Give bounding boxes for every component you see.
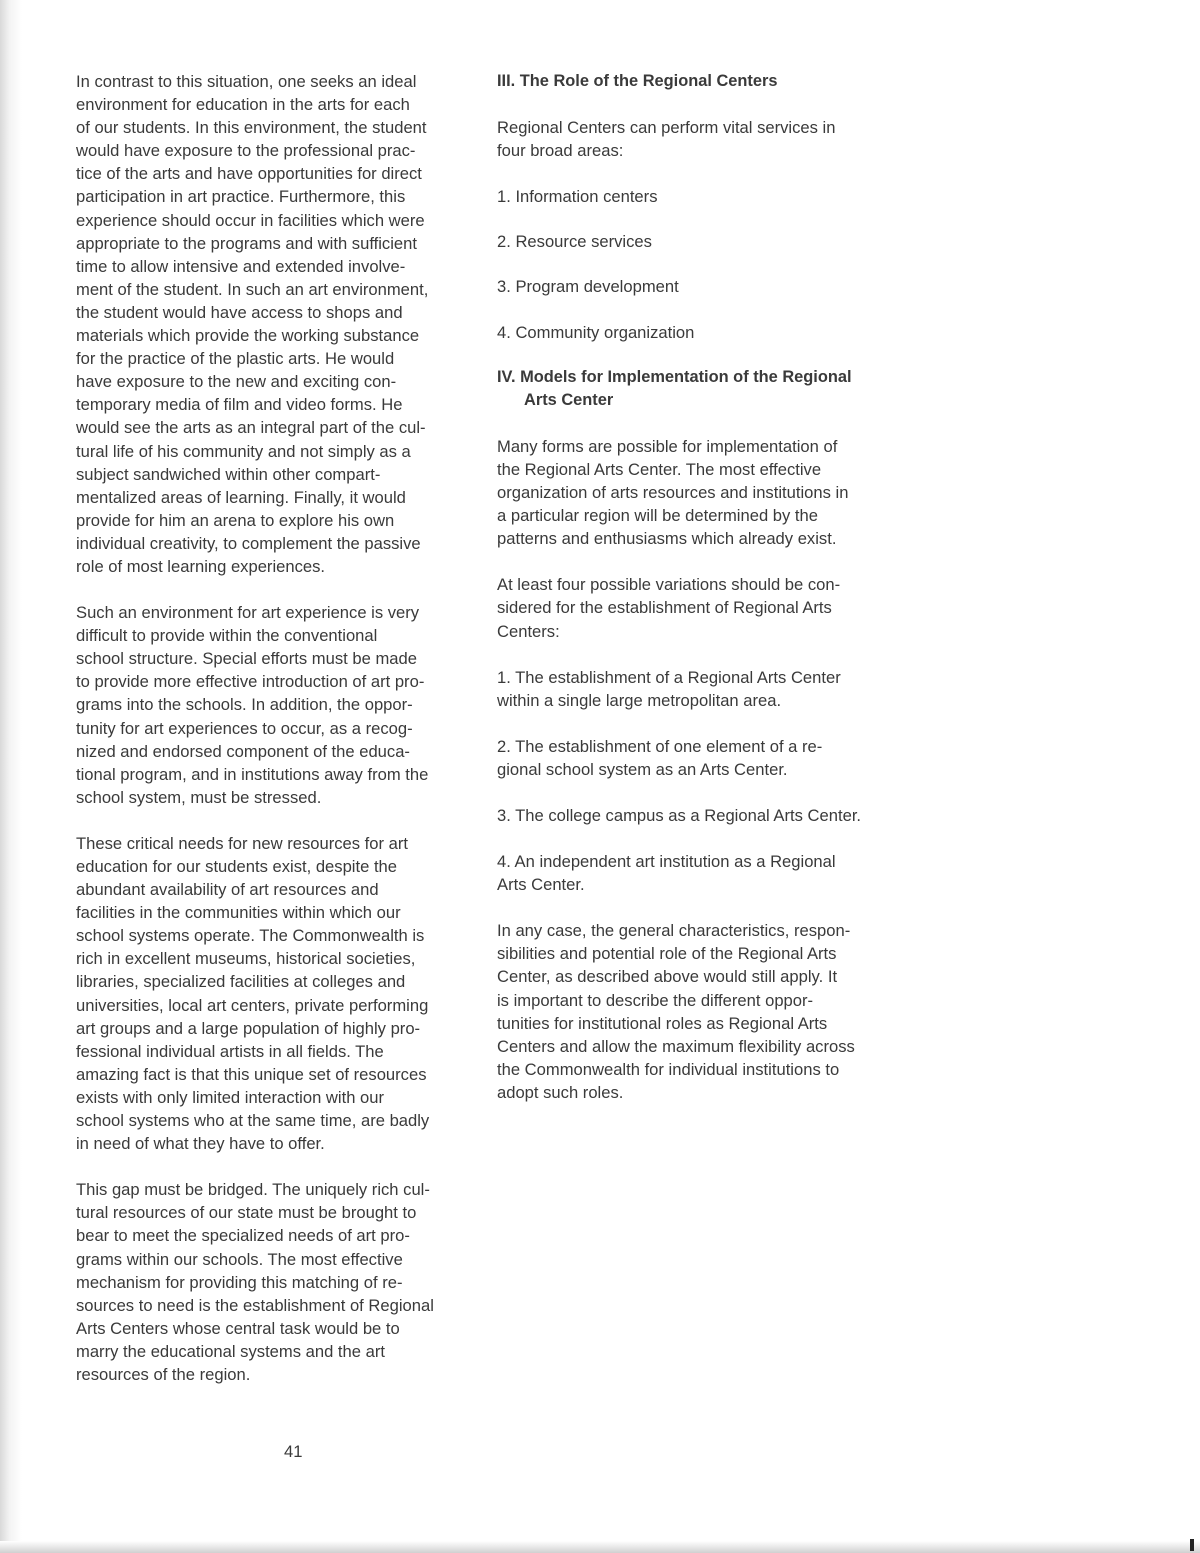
text-line: sidered for the establishment of Regional Arts — [497, 598, 832, 618]
text-line: resources of the region. — [76, 1364, 251, 1384]
text-line: would have exposure to the professional prac- — [76, 141, 416, 161]
intro-text — [497, 116, 907, 162]
list-item: 3. Program development — [497, 277, 679, 297]
text-line: materials which provide the working substance — [76, 326, 420, 346]
text-line: school systems operate. The Commonwealth is — [76, 926, 425, 946]
text-line: marry the educational systems and the art — [76, 1341, 385, 1361]
text-line: individual creativity, to complement the passive — [76, 533, 421, 553]
text-line: school system, must be stressed. — [76, 787, 322, 807]
section-3-list — [497, 185, 907, 365]
text-line: school systems who at the same time, are badly — [76, 1111, 430, 1131]
page-number: 41 — [284, 1442, 303, 1461]
text-line: organization of arts resources and institutions in — [497, 483, 849, 503]
text-line: the Regional Arts Center. The most effective — [497, 459, 822, 479]
section-3-heading: III. The Role of the Regional Centers — [497, 72, 778, 90]
text-line: mechanism for providing this matching of re- — [76, 1272, 403, 1292]
text-line: fessional individual artists in all fields. The — [76, 1041, 384, 1061]
section-4-paragraph-2 — [497, 573, 907, 642]
text-line: nized and endorsed component of the educa- — [76, 741, 410, 761]
text-line: tunity for art experiences to occur, as a recog- — [76, 718, 413, 738]
text-line: At least four possible variations should be con- — [497, 575, 841, 595]
paragraph — [76, 832, 476, 1155]
text-line: provide for him an arena to explore his own — [76, 510, 395, 530]
text-line: education for our students exist, despite the — [76, 857, 398, 876]
text-line: role of most learning experiences. — [76, 556, 326, 576]
text-line: 1. The establishment of a Regional Arts Center — [497, 667, 841, 687]
text-line: In any case, the general characteristics, respon- — [497, 921, 851, 941]
text-line: These critical needs for new resources for art — [76, 833, 409, 853]
text-line: gional school system as an Arts Center. — [497, 759, 788, 779]
paragraph — [497, 919, 907, 1104]
text-line: in need of what they have to offer. — [76, 1134, 325, 1154]
text-line: four broad areas: — [497, 141, 624, 161]
list-item: 1. Information centers — [497, 187, 658, 207]
text-line: tunities for institutional roles as Regional Arts — [497, 1013, 828, 1033]
text-line: 2. The establishment of one element of a re- — [497, 736, 823, 756]
text-line: Centers: — [497, 621, 560, 641]
text-line: Arts Center. — [497, 875, 585, 895]
text-line: mentalized areas of learning. Finally, it would — [76, 487, 406, 507]
text-line: facilities in the communities within which our — [76, 903, 401, 923]
text-line: abundant availability of art resources and — [76, 880, 379, 900]
page-bottom-shadow — [0, 1541, 1200, 1553]
text-line: adopt such roles. — [497, 1082, 624, 1102]
text-line: universities, local art centers, private performing — [76, 995, 429, 1015]
section-4-heading-line2: Arts Center — [524, 390, 614, 409]
text-line: would see the arts as an integral part of the cul- — [76, 418, 426, 438]
list-item — [497, 666, 907, 712]
text-line: art groups and a large population of highly pro- — [76, 1018, 421, 1038]
text-line: difficult to provide within the conventional — [76, 626, 378, 646]
text-line: to provide more effective introduction of art pro- — [76, 672, 425, 692]
scan-corner-mark — [1190, 1539, 1194, 1551]
paragraph — [76, 70, 476, 578]
text-line: for the practice of the plastic arts. He would — [76, 349, 395, 369]
text-line: 4. An independent art institution as a Regional — [497, 852, 836, 872]
text-line: Many forms are possible for implementation of — [497, 436, 838, 456]
text-line: environment for education in the arts for each — [76, 95, 410, 115]
text-line: Regional Centers can perform vital services in — [497, 118, 836, 138]
text-line: Arts Centers whose central task would be to — [76, 1318, 400, 1338]
left-column — [76, 70, 476, 1386]
text-line: grams within our schools. The most effective — [76, 1249, 403, 1269]
page-binding-shadow — [0, 0, 22, 1553]
section-4-paragraph-1 — [497, 435, 907, 550]
list-item — [497, 735, 907, 781]
text-line: bear to meet the specialized needs of art pro- — [76, 1226, 410, 1246]
text-line: In contrast to this situation, one seeks an ideal — [76, 72, 417, 91]
text-line: libraries, specialized facilities at colleges and — [76, 972, 406, 992]
text-line: subject sandwiched within other compart- — [76, 464, 381, 484]
text-line: This gap must be bridged. The uniquely rich cul- — [76, 1180, 430, 1200]
text-line: 3. The college campus as a Regional Arts Center. — [497, 805, 862, 825]
text-line: the Commonwealth for individual institutions to — [497, 1059, 840, 1079]
paragraph — [497, 573, 907, 642]
text-line: sibilities and potential role of the Regional Arts — [497, 944, 837, 964]
text-line: tional program, and in institutions away from the — [76, 764, 429, 784]
text-line: temporary media of film and video forms. He — [76, 395, 403, 415]
text-line: tural resources of our state must be brought to — [76, 1203, 417, 1223]
list-item: 4. Community organization — [497, 322, 695, 342]
text-line: sources to need is the establishment of Regional — [76, 1295, 434, 1315]
text-line: school structure. Special efforts must be made — [76, 649, 417, 669]
list-item — [497, 804, 907, 827]
text-line: is important to describe the different oppor- — [497, 990, 814, 1010]
text-line: participation in art practice. Furthermore, this — [76, 187, 406, 207]
right-column — [497, 70, 907, 1104]
text-line: Center, as described above would still apply. It — [497, 967, 838, 987]
section-3-intro — [497, 116, 907, 162]
section-4-paragraph-3 — [497, 919, 907, 1104]
text-line: experience should occur in facilities which were — [76, 210, 425, 230]
text-line: of our students. In this environment, the student — [76, 118, 427, 138]
text-line: amazing fact is that this unique set of resources — [76, 1064, 427, 1084]
text-line: Such an environment for art experience is very — [76, 603, 420, 623]
list-item — [497, 850, 907, 896]
text-line: appropriate to the programs and with sufficient — [76, 233, 417, 253]
text-line: the student would have access to shops and — [76, 302, 403, 322]
text-line: have exposure to the new and exciting con- — [76, 372, 397, 392]
text-line: exists with only limited interaction with our — [76, 1087, 385, 1107]
text-line: grams into the schools. In addition, the oppor- — [76, 695, 413, 715]
text-line: time to allow intensive and extended involve- — [76, 256, 406, 276]
text-line: tural life of his community and not simply as a — [76, 441, 411, 461]
text-line: patterns and enthusiasms which already exist. — [497, 529, 837, 549]
section-4-list — [497, 666, 907, 920]
section-4-heading-line1: IV. Models for Implementation of the Regional — [497, 367, 852, 386]
text-line: a particular region will be determined by the — [497, 506, 818, 526]
list-item: 2. Resource services — [497, 232, 652, 252]
text-line: within a single large metropolitan area. — [497, 690, 782, 710]
text-line: Centers and allow the maximum flexibility across — [497, 1036, 855, 1056]
left-paragraphs — [76, 70, 476, 1386]
paragraph — [76, 601, 476, 809]
text-line: ment of the student. In such an art environment, — [76, 279, 429, 299]
text-line: rich in excellent museums, historical societies, — [76, 949, 416, 969]
paragraph — [76, 1178, 476, 1386]
section-4-heading — [497, 366, 907, 412]
text-line: tice of the arts and have opportunities for direct — [76, 164, 422, 184]
paragraph — [497, 435, 907, 550]
